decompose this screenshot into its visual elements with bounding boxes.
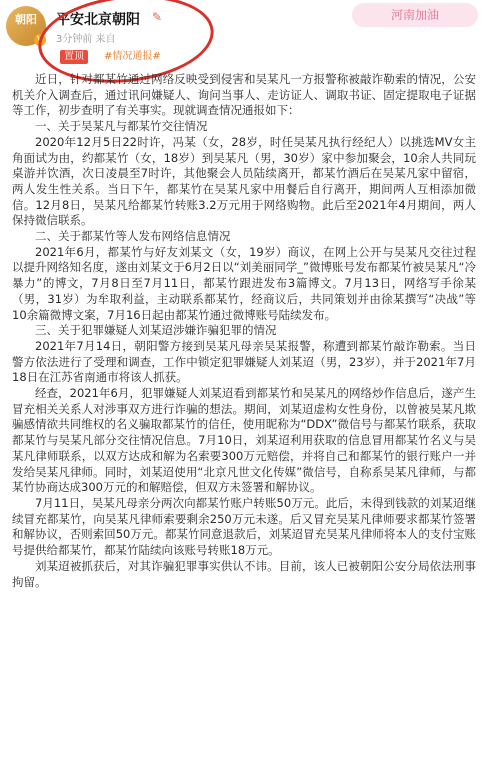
- section-heading: 三、关于犯罪嫌疑人刘某迢涉嫌诈骗犯罪的情况: [35, 323, 277, 338]
- topic-hashtag[interactable]: #情况通报#: [104, 51, 161, 62]
- body-paragraph: 2021年7月14日，朝阳警方接到吴某凡母亲吴某报警，称遭到都某竹敲诈勒索。当日警方依法进行了受理和调查，工作中锁定犯罪嫌疑人刘某迢（男，23岁），并于2021年7月18日在江苏省南通市将该人抓获。: [12, 338, 476, 385]
- body-paragraph: 7月11日，吴某凡母亲分两次向都某竹账户转账50万元。此后，未得到钱款的刘某迢继续冒充都某竹，向吴某凡律师索要剩余250万元未遂。后又冒充吴某凡律师要求都某竹签署和解协议，否则索回50万元。都某竹同意退款后，刘某迢冒充吴某凡律师将本人的支付宝账号提供给都某竹，都某竹陆续向该账号转账18万元。: [12, 495, 476, 558]
- closing-paragraph: 刘某迢被抓获后，对其诈骗犯罪事实供认不讳。目前，该人已被朝阳公安分局依法刑事拘留。: [12, 558, 476, 589]
- section-heading: 一、关于吴某凡与都某竹交往情况: [35, 119, 208, 134]
- body-paragraph: 经查，2021年6月，犯罪嫌疑人刘某迢看到都某竹和吴某凡的网络炒作信息后，遂产生冒充相关关系人对涉事双方进行诈骗的想法。期间，刘某迢虚构女性身份，以曾被吴某凡欺骗感情欲共同维权的名义骗取都某竹的信任，使用昵称为“DDX”微信号与都某竹联系，获取都某竹与吴某凡部分交往情况信息。7月10日，刘某迢利用获取的信息冒用都某竹名义与吴某凡律师联系，以双方达成和解为名索要300万元赔偿，并将自己和都某竹的银行账户一并发给吴某凡律师。同时，刘某迢使用“北京凡世文化传媒”微信号，自称系吴某凡律师，与都某竹协商达成300万元的和解赔偿，但双方未签署和解协议。: [12, 386, 476, 495]
- body-paragraph: 2021年6月，都某竹与好友刘某文（女，19岁）商议，在网上公开与吴某凡交往过程以提升网络知名度，遂由刘某文于6月2日以“刘美丽同学_”微博账号发布都某竹被吴某凡“冷暴力”的博文，7月8日至7月11日，都某竹跟进发布3篇博文。7月13日，网络写手徐某（男，31岁）为牟取利益，主动联系都某竹，经商议后，共同策划并由徐某撰写“决战”等10余篇微博文案，7月16日起由都某竹通过微博账号陆续发布。: [12, 244, 476, 322]
- body-paragraph: 2020年12月5日22时许，冯某（女，28岁，时任吴某凡执行经纪人）以挑选MV女主角面试为由，约都某竹（女，18岁）到吴某凡（男，30岁）家中参加聚会，10余人共同玩桌游并饮酒，次日凌晨至7时许，其他聚会人员陆续离开，都某竹酒后在吴某凡家中留宿，两人发生性关系。当日下午，都某竹在吴某凡家中用餐后自行离开，期间两人互相添加微信。12月8日，吴某凡给都某竹转账3.2万元用于网络购物。此后至2021年4月期间，两人保持微信联系。: [12, 134, 476, 228]
- section-heading: 二、关于都某竹等人发布网络信息情况: [35, 229, 231, 244]
- avatar-text: 朝阳: [15, 13, 37, 26]
- verified-badge-icon: V: [34, 34, 46, 46]
- pinned-tag: 置顶: [60, 50, 88, 64]
- post-time: 3分钟前 来自: [56, 34, 116, 45]
- decor-sticker: 河南加油: [352, 3, 478, 27]
- post-content: [12, 72, 476, 590]
- account-name[interactable]: 平安北京朝阳: [56, 12, 140, 28]
- vip-icon: ✎: [152, 10, 163, 24]
- intro-paragraph: 近日，针对都某竹通过网络反映受到侵害和吴某凡一方报警称被敲诈勒索的情况，公安机关介入调查后，通过讯问嫌疑人、询问当事人、走访证人、调取书证、固定提取电子证据等工作，初步查明了有关事实。现就调查情况通报如下：: [12, 72, 476, 118]
